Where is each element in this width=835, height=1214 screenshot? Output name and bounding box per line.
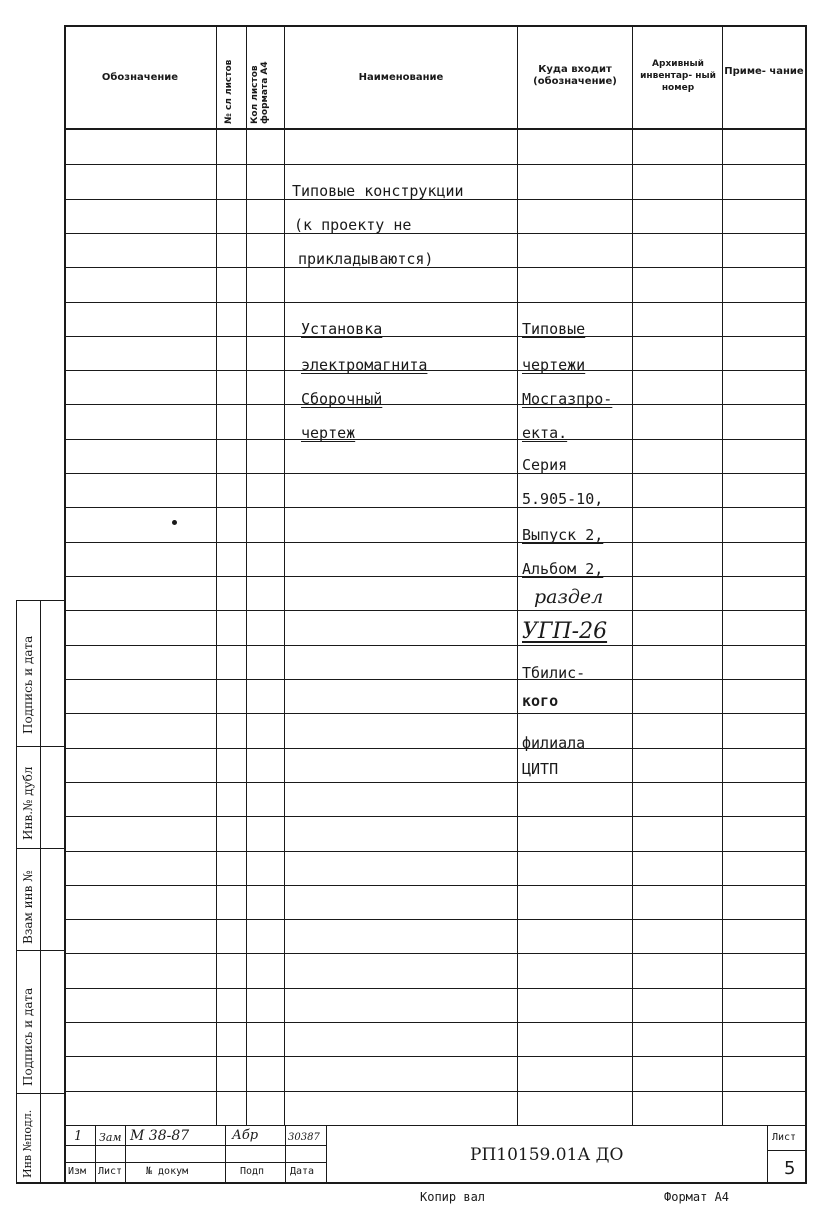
table-row-line: [64, 507, 806, 508]
table-row-line: [64, 679, 806, 680]
change-doc-number: М 38-87: [130, 1128, 190, 1144]
where-used-line: Выпуск 2,: [522, 526, 604, 544]
signature: Абр: [232, 1128, 259, 1143]
side-sign-date-1: Подпись и дата: [21, 635, 35, 734]
revision-number: 1: [74, 1129, 83, 1144]
table-row-line: [64, 267, 806, 268]
label-signature: Подп: [240, 1166, 265, 1177]
header-sheet-count: Кол листов формата А4: [250, 61, 270, 124]
label-change: Изм: [68, 1166, 87, 1177]
table-row-line: [64, 713, 806, 714]
side-sign-date-2: Подпись и дата: [21, 987, 35, 1086]
footer-copied: Копир вал: [420, 1190, 486, 1204]
sheet-label: Лист: [772, 1132, 797, 1143]
where-used-line: УГП-26: [522, 619, 608, 644]
section-title-line: прикладываются): [298, 250, 434, 268]
item-name-line: электромагнита: [301, 356, 428, 374]
document-code: РП10159.01А ДО: [470, 1145, 624, 1165]
item-name-line: Сборочный: [301, 390, 383, 408]
where-used-line: 5.905-10,: [522, 490, 604, 508]
table-row-line: [64, 816, 806, 817]
side-dup-inventory: Инв.№ дубл: [21, 766, 35, 840]
item-name-line: чертеж: [301, 424, 356, 442]
table-row-line: [64, 473, 806, 474]
table-row-line: [64, 370, 806, 371]
table-row-line: [64, 233, 806, 234]
table-row-line: [64, 404, 806, 405]
where-used-line: филиала: [522, 734, 586, 752]
change-date: 30387: [288, 1132, 320, 1143]
label-date: Дата: [290, 1166, 315, 1177]
table-row-line: [64, 988, 806, 989]
sheet-number: 5: [784, 1158, 796, 1179]
table-row-line: [64, 439, 806, 440]
table-row-line: [64, 953, 806, 954]
table-row-line: [64, 576, 806, 577]
where-used-line: Типовые: [522, 320, 586, 338]
where-used-line: Мосгазпро-: [522, 390, 613, 408]
where-used-line: Серия: [522, 456, 568, 474]
where-used-line: Тбилис-: [522, 664, 586, 682]
header-name: Наименование: [358, 72, 444, 83]
table-row-line: [64, 1091, 806, 1092]
where-used-line: чертежи: [522, 356, 586, 374]
header-sheet-number: № сл листов: [224, 59, 234, 124]
label-sheet: Лист: [98, 1166, 123, 1177]
item-name-line: Установка: [301, 320, 383, 338]
table-row-line: [64, 542, 806, 543]
table-row-line: [64, 1022, 806, 1023]
where-used-line: екта.: [522, 424, 568, 442]
table-row-line: [64, 748, 806, 749]
ink-dot: [172, 520, 177, 525]
table-row-line: [64, 302, 806, 303]
table-row-line: [64, 645, 806, 646]
table-row-line: [64, 851, 806, 852]
where-used-line: раздел: [534, 586, 604, 608]
header-where-used: Куда входит (обозначение): [533, 64, 617, 87]
side-original-inventory: Инв №подл.: [21, 1109, 34, 1178]
change-type: Зам: [99, 1131, 122, 1144]
header-archive-number: Архивный инвентар- ный номер: [640, 59, 716, 93]
where-used-line: кого: [522, 692, 559, 710]
table-row-line: [64, 336, 806, 337]
side-exchange-inventory: Взам инв №: [21, 870, 35, 944]
header-note: Приме- чание: [724, 66, 804, 77]
where-used-line: Альбом 2,: [522, 560, 604, 578]
table-row-line: [64, 919, 806, 920]
table-row-line: [64, 782, 806, 783]
label-doc-number: № докум: [146, 1166, 189, 1177]
table-row-line: [64, 164, 806, 165]
where-used-line: ЦИТП: [522, 760, 559, 778]
footer-format: Формат А4: [664, 1190, 730, 1204]
section-title-line: Типовые конструкции: [292, 182, 464, 200]
table-row-line: [64, 610, 806, 611]
header-designation: Обозначение: [101, 72, 179, 83]
table-row-line: [64, 1056, 806, 1057]
section-title-line: (к проекту не: [294, 216, 412, 234]
table-row-line: [64, 885, 806, 886]
